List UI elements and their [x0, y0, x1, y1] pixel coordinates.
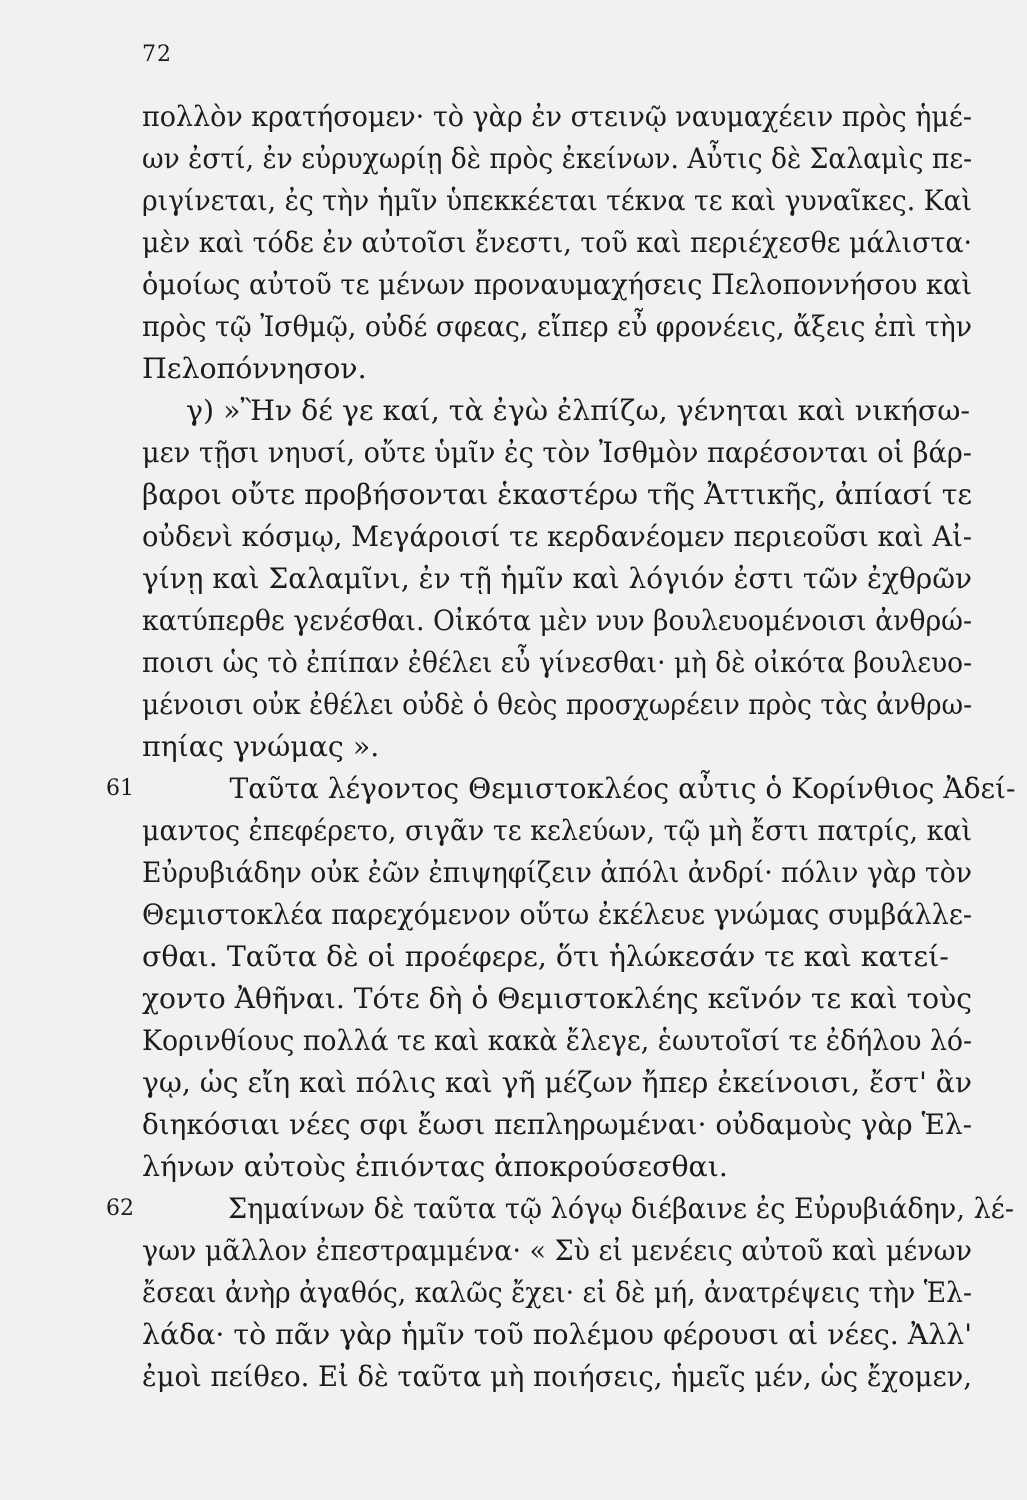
text-line [142, 474, 972, 516]
text-line [142, 96, 972, 138]
text-line [142, 1104, 972, 1146]
text-line [142, 390, 972, 432]
text-line [142, 516, 972, 558]
text-line [142, 852, 972, 894]
text-line [142, 1062, 972, 1104]
line-text: ων ἐστί, ἐν εὐρυχωρίῃ δὲ πρὸς ἐκείνων. Αὖτις δὲ Σαλαμὶς πε- [142, 142, 973, 175]
text-line [142, 1146, 972, 1188]
line-text: πηίας γνώμας ». [142, 730, 380, 763]
text-line [142, 306, 972, 348]
line-text: γίνῃ καὶ Σαλαμῖνι, ἐν τῇ ἡμῖν καὶ λόγιόν ἐστι τῶν ἐχθρῶν [142, 562, 973, 595]
text-line [142, 180, 972, 222]
line-text: μένοισι οὐκ ἐθέλει οὐδὲ ὁ θεὸς προσχωρέειν πρὸς τὰς ἀνθρω- [142, 688, 973, 721]
text-line [142, 642, 972, 684]
text-line [142, 1272, 972, 1314]
line-text: μεν τῇσι νηυσί, οὔτε ὑμῖν ἐς τὸν Ἰσθμὸν παρέσονται οἱ βάρ- [142, 436, 972, 469]
line-text: οὐδενὶ κόσμῳ, Μεγάροισί τε κερδανέομεν περιεοῦσι καὶ Αἰ- [142, 520, 973, 553]
section-number: 62 [106, 1196, 134, 1221]
text-line [142, 810, 972, 852]
line-text: πρὸς τῷ Ἰσθμῷ, οὐδέ σφεας, εἴπερ εὖ φρονέεις, ἄξεις ἐπὶ τὴν [142, 310, 973, 343]
page-number: 72 [142, 42, 172, 67]
line-text: γων μᾶλλον ἐπεστραμμένα· « Σὺ εἰ μενέεις αὐτοῦ καὶ μένων [142, 1234, 972, 1267]
text-line [142, 936, 972, 978]
line-text: ποισι ὡς τὸ ἐπίπαν ἐθέλει εὖ γίνεσθαι· μὴ δὲ οἰκότα βουλευο- [142, 646, 973, 679]
text-line [142, 222, 972, 264]
line-text: Ταῦτα λέγοντος Θεμιστοκλέος αὖτις ὁ Κορίνθιος Ἀδεί- [229, 772, 1016, 805]
line-text: ριγίνεται, ἐς τὴν ἡμῖν ὑπεκκέεται τέκνα τε καὶ γυναῖκες. Καὶ [142, 184, 973, 217]
line-text: κατύπερθε γενέσθαι. Οἰκότα μὲν νυν βουλευομένοισι ἀνθρώ- [142, 604, 972, 637]
text-line [142, 1314, 972, 1356]
line-text: λήνων αὐτοὺς ἐπιόντας ἀποκρούσεσθαι. [142, 1150, 728, 1183]
text-line [142, 1356, 972, 1398]
text-line [142, 1230, 972, 1272]
text-line [142, 348, 972, 390]
text-body [106, 96, 1016, 1398]
line-text: ὁμοίως αὐτοῦ τε μένων προναυμαχήσεις Πελοποννήσου καὶ [142, 268, 973, 301]
line-text: Κορινθίους πολλά τε καὶ κακὰ ἔλεγε, ἑωυτοῖσί τε ἐδήλου λό- [142, 1024, 973, 1057]
line-text: γῳ, ὡς εἴη καὶ πόλις καὶ γῆ μέζων ἤπερ ἐκείνοισι, ἔστ' ἂν [142, 1066, 972, 1099]
text-line [106, 768, 1016, 810]
line-text: ἔσεαι ἀνὴρ ἀγαθός, καλῶς ἔχει· εἰ δὲ μή, ἀνατρέψεις τὴν Ἑλ- [142, 1276, 972, 1309]
text-line [142, 264, 972, 306]
text-line [142, 726, 972, 768]
text-line [142, 978, 972, 1020]
line-text: Θεμιστοκλέα παρεχόμενον οὕτω ἐκέλευε γνώμας συμβάλλε- [142, 898, 973, 931]
line-text: χοντο Ἀθῆναι. Τότε δὴ ὁ Θεμιστοκλέης κεῖνόν τε καὶ τοὺς [142, 982, 973, 1015]
line-text: ἐμοὶ πείθεο. Εἰ δὲ ταῦτα μὴ ποιήσεις, ἡμεῖς μέν, ὡς ἔχομεν, [142, 1360, 973, 1393]
text-line [142, 1020, 972, 1062]
text-line [106, 1188, 1015, 1230]
line-text: πολλὸν κρατήσομεν· τὸ γὰρ ἐν στεινῷ ναυμαχέειν πρὸς ἡμέ- [142, 100, 973, 133]
text-line [142, 432, 972, 474]
line-text: διηκόσιαι νέες σφι ἔωσι πεπληρωμέναι· οὐδαμοὺς γὰρ Ἑλ- [142, 1108, 973, 1141]
text-line [142, 684, 972, 726]
line-text: Πελοπόννησον. [142, 352, 367, 385]
section-number: 61 [106, 776, 134, 801]
text-line [142, 894, 972, 936]
line-text: γ) »Ἢν δέ γε καί, τὰ ἐγὼ ἐλπίζω, γένηται καὶ νικήσω- [186, 394, 970, 427]
text-line [142, 558, 972, 600]
line-text: βαροι οὔτε προβήσονται ἑκαστέρω τῆς Ἀττικῆς, ἀπίασί τε [142, 478, 972, 511]
text-line [142, 600, 972, 642]
line-text: Εὐρυβιάδην οὐκ ἐῶν ἐπιψηφίζειν ἀπόλι ἀνδρί· πόλιν γὰρ τὸν [142, 856, 973, 889]
line-text: Σημαίνων δὲ ταῦτα τῷ λόγῳ διέβαινε ἐς Εὐρυβιάδην, λέ- [228, 1192, 1015, 1225]
text-line [142, 138, 972, 180]
line-text: λάδα· τὸ πᾶν γὰρ ἡμῖν τοῦ πολέμου φέρουσι αἱ νέες. Ἀλλ' [142, 1318, 973, 1351]
line-text: σθαι. Ταῦτα δὲ οἱ προέφερε, ὅτι ἡλώκεσάν τε καὶ κατεί- [142, 940, 949, 973]
line-text: μαντος ἐπεφέρετο, σιγᾶν τε κελεύων, τῷ μὴ ἔστι πατρίς, καὶ [142, 814, 973, 847]
line-text: μὲν καὶ τόδε ἐν αὐτοῖσι ἔνεστι, τοῦ καὶ περιέχεσθε μάλιστα· [142, 226, 973, 259]
